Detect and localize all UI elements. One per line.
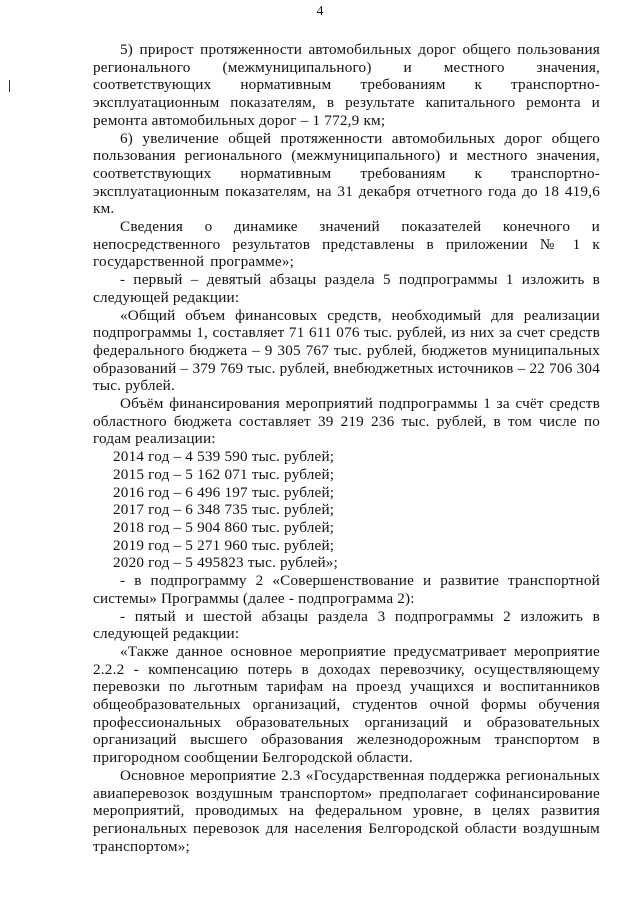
year-line-2018: 2018 год – 5 904 860 тыс. рублей; bbox=[113, 518, 335, 536]
page-number: 4 bbox=[316, 4, 324, 19]
paragraph-measure-2-2-2: «Также данное основное мероприятие предусматривает мероприятие 2.2.2 - компенсацию потерь в доходах перевозчику, осуществляющему перевозки по льготным тарифам на проезд учащихся и воспитанников общеобразовательных организаций, студентов очной формы обучения профессиональных образовательных организаций и образовательных организаций высшего образования железнодорожным транспортом в пригородном сообщении Белгородской области. bbox=[93, 642, 600, 767]
paragraph-regional-financing: Объём финансирования мероприятий подпрограммы 1 за счёт средств областного бюджета составляет 39 219 236 тыс. рублей, в том числе по годам реализации: bbox=[93, 395, 600, 448]
margin-mark bbox=[9, 80, 10, 92]
document-body bbox=[93, 41, 600, 855]
year-line-2019: 2019 год – 5 271 960 тыс. рублей; bbox=[113, 536, 335, 554]
paragraph-amend-section-5: - первый – девятый абзацы раздела 5 подпрограммы 1 изложить в следующей редакции: bbox=[93, 271, 600, 306]
paragraph-item-6: 6) увеличение общей протяженности автомобильных дорог общего пользования регионального (межмуниципального) и местного значения, соответствующих нормативным требованиям к транспортно-эксплуатационным показателям, на 31 декабря отчетного года до 18 419,6 км. bbox=[93, 129, 600, 218]
year-line-2016: 2016 год – 6 496 197 тыс. рублей; bbox=[113, 483, 335, 501]
year-line-2017: 2017 год – 6 348 735 тыс. рублей; bbox=[113, 501, 335, 519]
paragraph-indicators-info: Сведения о динамике значений показателей конечного и непосредственного результатов представлены в приложении № 1 к государственной программе»; bbox=[93, 218, 600, 271]
year-line-2015: 2015 год – 5 162 071 тыс. рублей; bbox=[113, 465, 335, 483]
paragraph-subprogram-2: - в подпрограмму 2 «Совершенствование и развитие транспортной системы» Программы (далее - подпрограмма 2): bbox=[93, 572, 600, 607]
paragraph-item-5: 5) прирост протяженности автомобильных дорог общего пользования регионального (межмуниципального) и местного значения, соответствующих нормативным требованиям к транспортно-эксплуатационным показателям, в результате капитального ремонта и ремонта автомобильных дорог – 1 772,9 км; bbox=[93, 41, 600, 129]
paragraph-amend-section-3: - пятый и шестой абзацы раздела 3 подпрограммы 2 изложить в следующей редакции: bbox=[93, 607, 600, 643]
paragraph-total-financing: «Общий объем финансовых средств, необходимый для реализации подпрограммы 1, составляет 71 611 076 тыс. рублей, из них за счет средств федерального бюджета – 9 305 767 тыс. рублей, бюджетов муниципальных образований – 379 769 тыс. рублей, внебюджетных источников – 22 706 304 тыс. рублей. bbox=[93, 306, 600, 395]
year-line-2014: 2014 год – 4 539 590 тыс. рублей; bbox=[113, 448, 335, 466]
year-line-2020: 2020 год – 5 495823 тыс. рублей»; bbox=[113, 554, 339, 572]
paragraph-measure-2-3: Основное мероприятие 2.3 «Государственная поддержка региональных авиаперевозок воздушным транспортом» предполагает софинансирование мероприятий, проводимых на федеральном уровне, в целях развития региональных перевозок для населения Белгородской области воздушным транспортом»; bbox=[93, 766, 600, 855]
